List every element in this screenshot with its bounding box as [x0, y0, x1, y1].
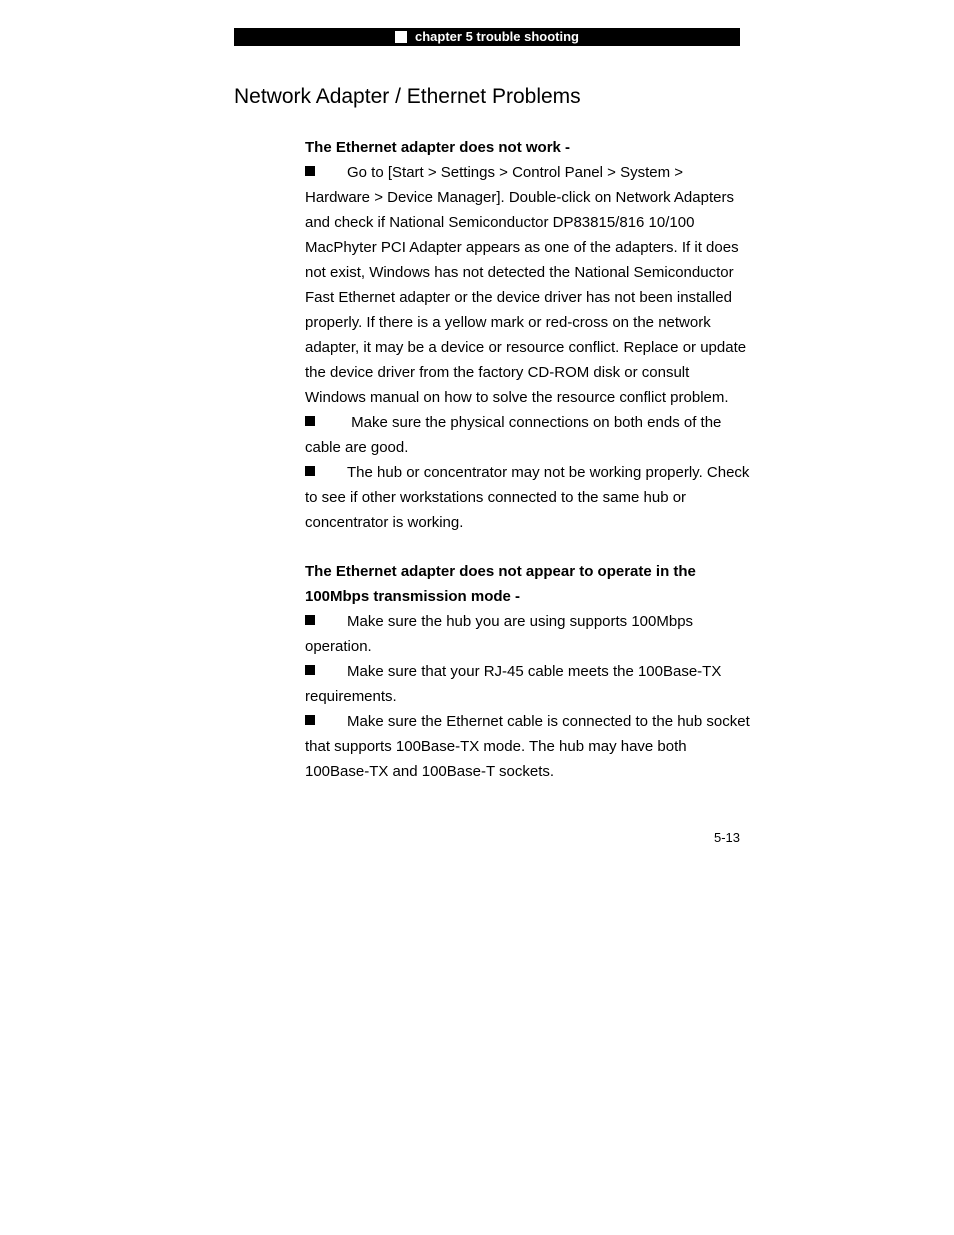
- section-heading: The Ethernet adapter does not appear to operate in the 100Mbps transmission mode -: [305, 563, 696, 605]
- list-item-text: Make sure the Ethernet cable is connected to the hub socket that supports 100Base-TX mode. The hub may have both 100Base-TX and 100Base-T sockets.: [305, 713, 750, 780]
- page-title: Network Adapter / Ethernet Problems: [234, 85, 581, 108]
- list-item: [305, 709, 750, 784]
- chapter-header-bar: [234, 28, 740, 46]
- white-square-icon: [395, 31, 407, 43]
- page-number: 5-13: [713, 830, 740, 845]
- black-square-bullet-icon: [305, 715, 315, 725]
- list-item-text: Make sure the physical connections on both ends of the cable are good.: [305, 414, 722, 456]
- section-100mbps-mode: [305, 559, 750, 784]
- list-item: [305, 410, 750, 460]
- black-square-bullet-icon: [305, 416, 315, 426]
- black-square-bullet-icon: [305, 615, 315, 625]
- list-item: [305, 609, 750, 659]
- page-content: [305, 135, 750, 784]
- black-square-bullet-icon: [305, 166, 315, 176]
- list-item: [305, 659, 750, 709]
- list-item: [305, 460, 750, 535]
- section-heading: The Ethernet adapter does not work -: [305, 139, 571, 156]
- section-adapter-not-working: [305, 135, 750, 535]
- section-spacer: [305, 535, 750, 559]
- list-item-text: The hub or concentrator may not be working properly. Check to see if other workstations connected to the same hub or concentrator is working.: [305, 464, 750, 531]
- black-square-bullet-icon: [305, 466, 315, 476]
- list-item-text: Make sure that your RJ-45 cable meets the 100Base-TX requirements.: [305, 663, 722, 705]
- list-item: [305, 160, 750, 410]
- black-square-bullet-icon: [305, 665, 315, 675]
- list-item-text: Make sure the hub you are using supports 100Mbps operation.: [305, 613, 694, 655]
- list-item-text: Go to [Start > Settings > Control Panel > System > Hardware > Device Manager]. Double-click on Network Adapters and check if National Semiconductor DP83815/816 10/100 MacPhyter PCI Adapter appears as one of the adapters. If it does not exist, Windows has not detected the National Semiconductor Fast Ethernet adapter or the device driver has not been installed properly. If there is a yellow mark or red-cross on the network adapter, it may be a device or resource conflict. Replace or update the device driver from the factory CD-ROM disk or consult Windows manual on how to solve the resource conflict problem.: [305, 164, 747, 406]
- chapter-label: chapter 5 trouble shooting: [415, 29, 579, 44]
